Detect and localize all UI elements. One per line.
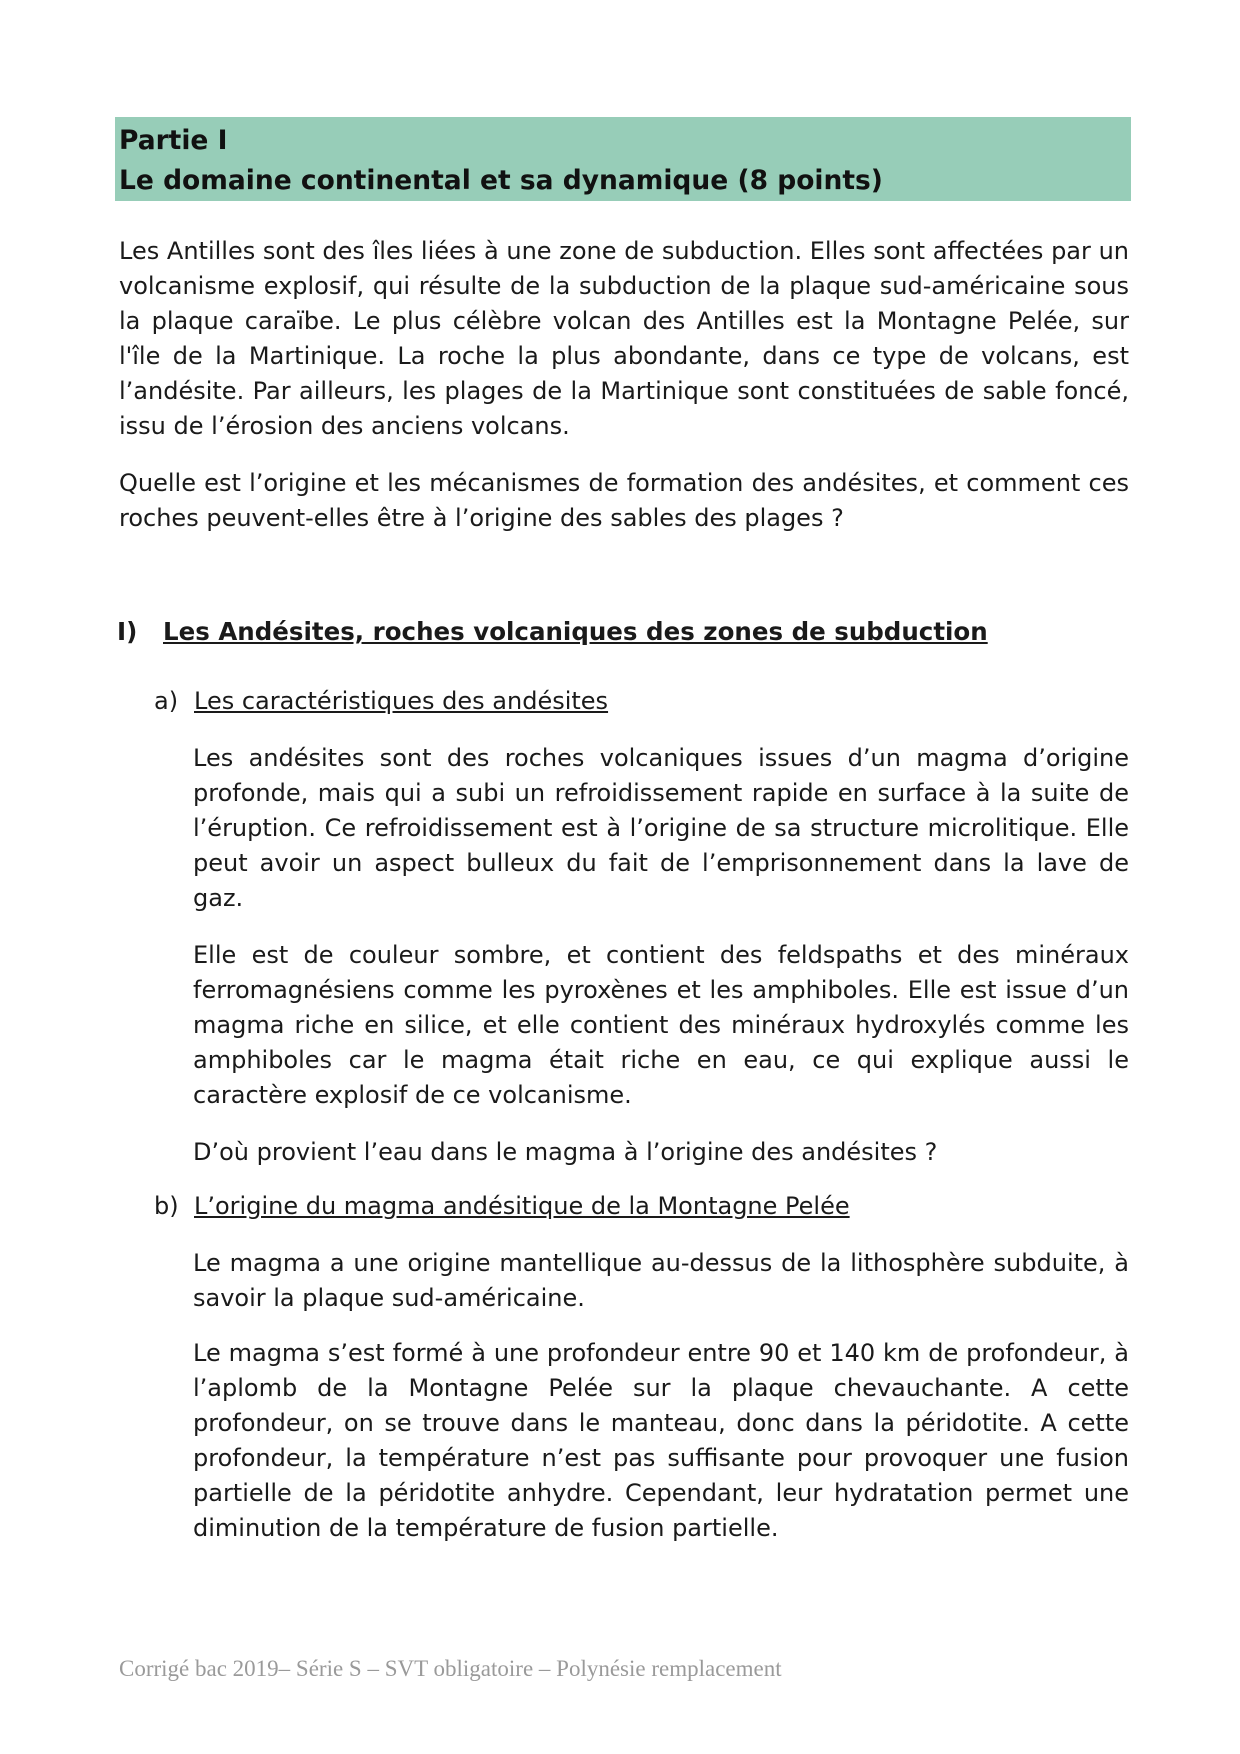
part-header	[115, 117, 1131, 201]
subsection-a-title: Les caractéristiques des andésites	[194, 687, 609, 715]
page-footer: Corrigé bac 2019– Série S – SVT obligatoire – Polynésie remplacement	[119, 1656, 782, 1681]
subsection-a-heading	[154, 684, 608, 719]
part-label: Partie I	[119, 125, 228, 156]
subsection-b-paragraph-1: Le magma a une origine mantellique au-dessus de la lithosphère subduite, à savoir la plaque sud-américaine.	[193, 1249, 1129, 1312]
subsection-a-paragraph-1: Les andésites sont des roches volcaniques issues d’un magma d’origine profonde, mais qui a subi un refroidissement rapide en surface à la suite de l’éruption. Ce refroidissement est à l’origine de sa structure microlitique. Elle peut avoir un aspect bulleux du fait de l’emprisonnement dans la lave de gaz.	[193, 744, 1129, 912]
intro-paragraph: Les Antilles sont des îles liées à une zone de subduction. Elles sont affectées par un volcanisme explosif, qui résulte de la subduction de la plaque sud-américaine sous la plaque caraïbe. Le plus célèbre volcan des Antilles est la Montagne Pelée, sur l'île de la Martinique. La roche la plus abondante, dans ce type de volcans, est l’andésite. Par ailleurs, les plages de la Martinique sont constituées de sable foncé, issu de l’érosion des anciens volcans.	[119, 237, 1129, 440]
subsection-b-number: b)	[154, 1192, 179, 1220]
problem-question: Quelle est l’origine et les mécanismes de formation des andésites, et comment ces roches peuvent-elles être à l’origine des sables des plages ?	[119, 469, 1129, 532]
subsection-a-number: a)	[154, 687, 179, 715]
section-title: Les Andésites, roches volcaniques des zones de subduction	[163, 617, 988, 646]
subsection-b-paragraph-2: Le magma s’est formé à une profondeur entre 90 et 140 km de profondeur, à l’aplomb de la Montagne Pelée sur la plaque chevauchante. A cette profondeur, on se trouve dans le manteau, donc dans la péridotite. A cette profondeur, la température n’est pas suffisante pour provoquer une fusion partielle de la péridotite anhydre. Cependant, leur hydratation permet une diminution de la température de fusion partielle.	[193, 1339, 1129, 1542]
section-heading	[117, 614, 988, 649]
subsection-a-paragraph-2: Elle est de couleur sombre, et contient des feldspaths et des minéraux ferromagnésiens comme les pyroxènes et les amphiboles. Elle est issue d’un magma riche en silice, et elle contient des minéraux hydroxylés comme les amphiboles car le magma était riche en eau, ce qui explique aussi le caractère explosif de ce volcanisme.	[193, 941, 1129, 1109]
subsection-b-title: L’origine du magma andésitique de la Montagne Pelée	[194, 1192, 850, 1220]
subsection-a-question: D’où provient l’eau dans le magma à l’origine des andésites ?	[193, 1138, 938, 1166]
subsection-b-heading	[154, 1189, 850, 1224]
part-title: Le domaine continental et sa dynamique (8 points)	[119, 165, 883, 196]
section-number: I)	[117, 617, 138, 646]
